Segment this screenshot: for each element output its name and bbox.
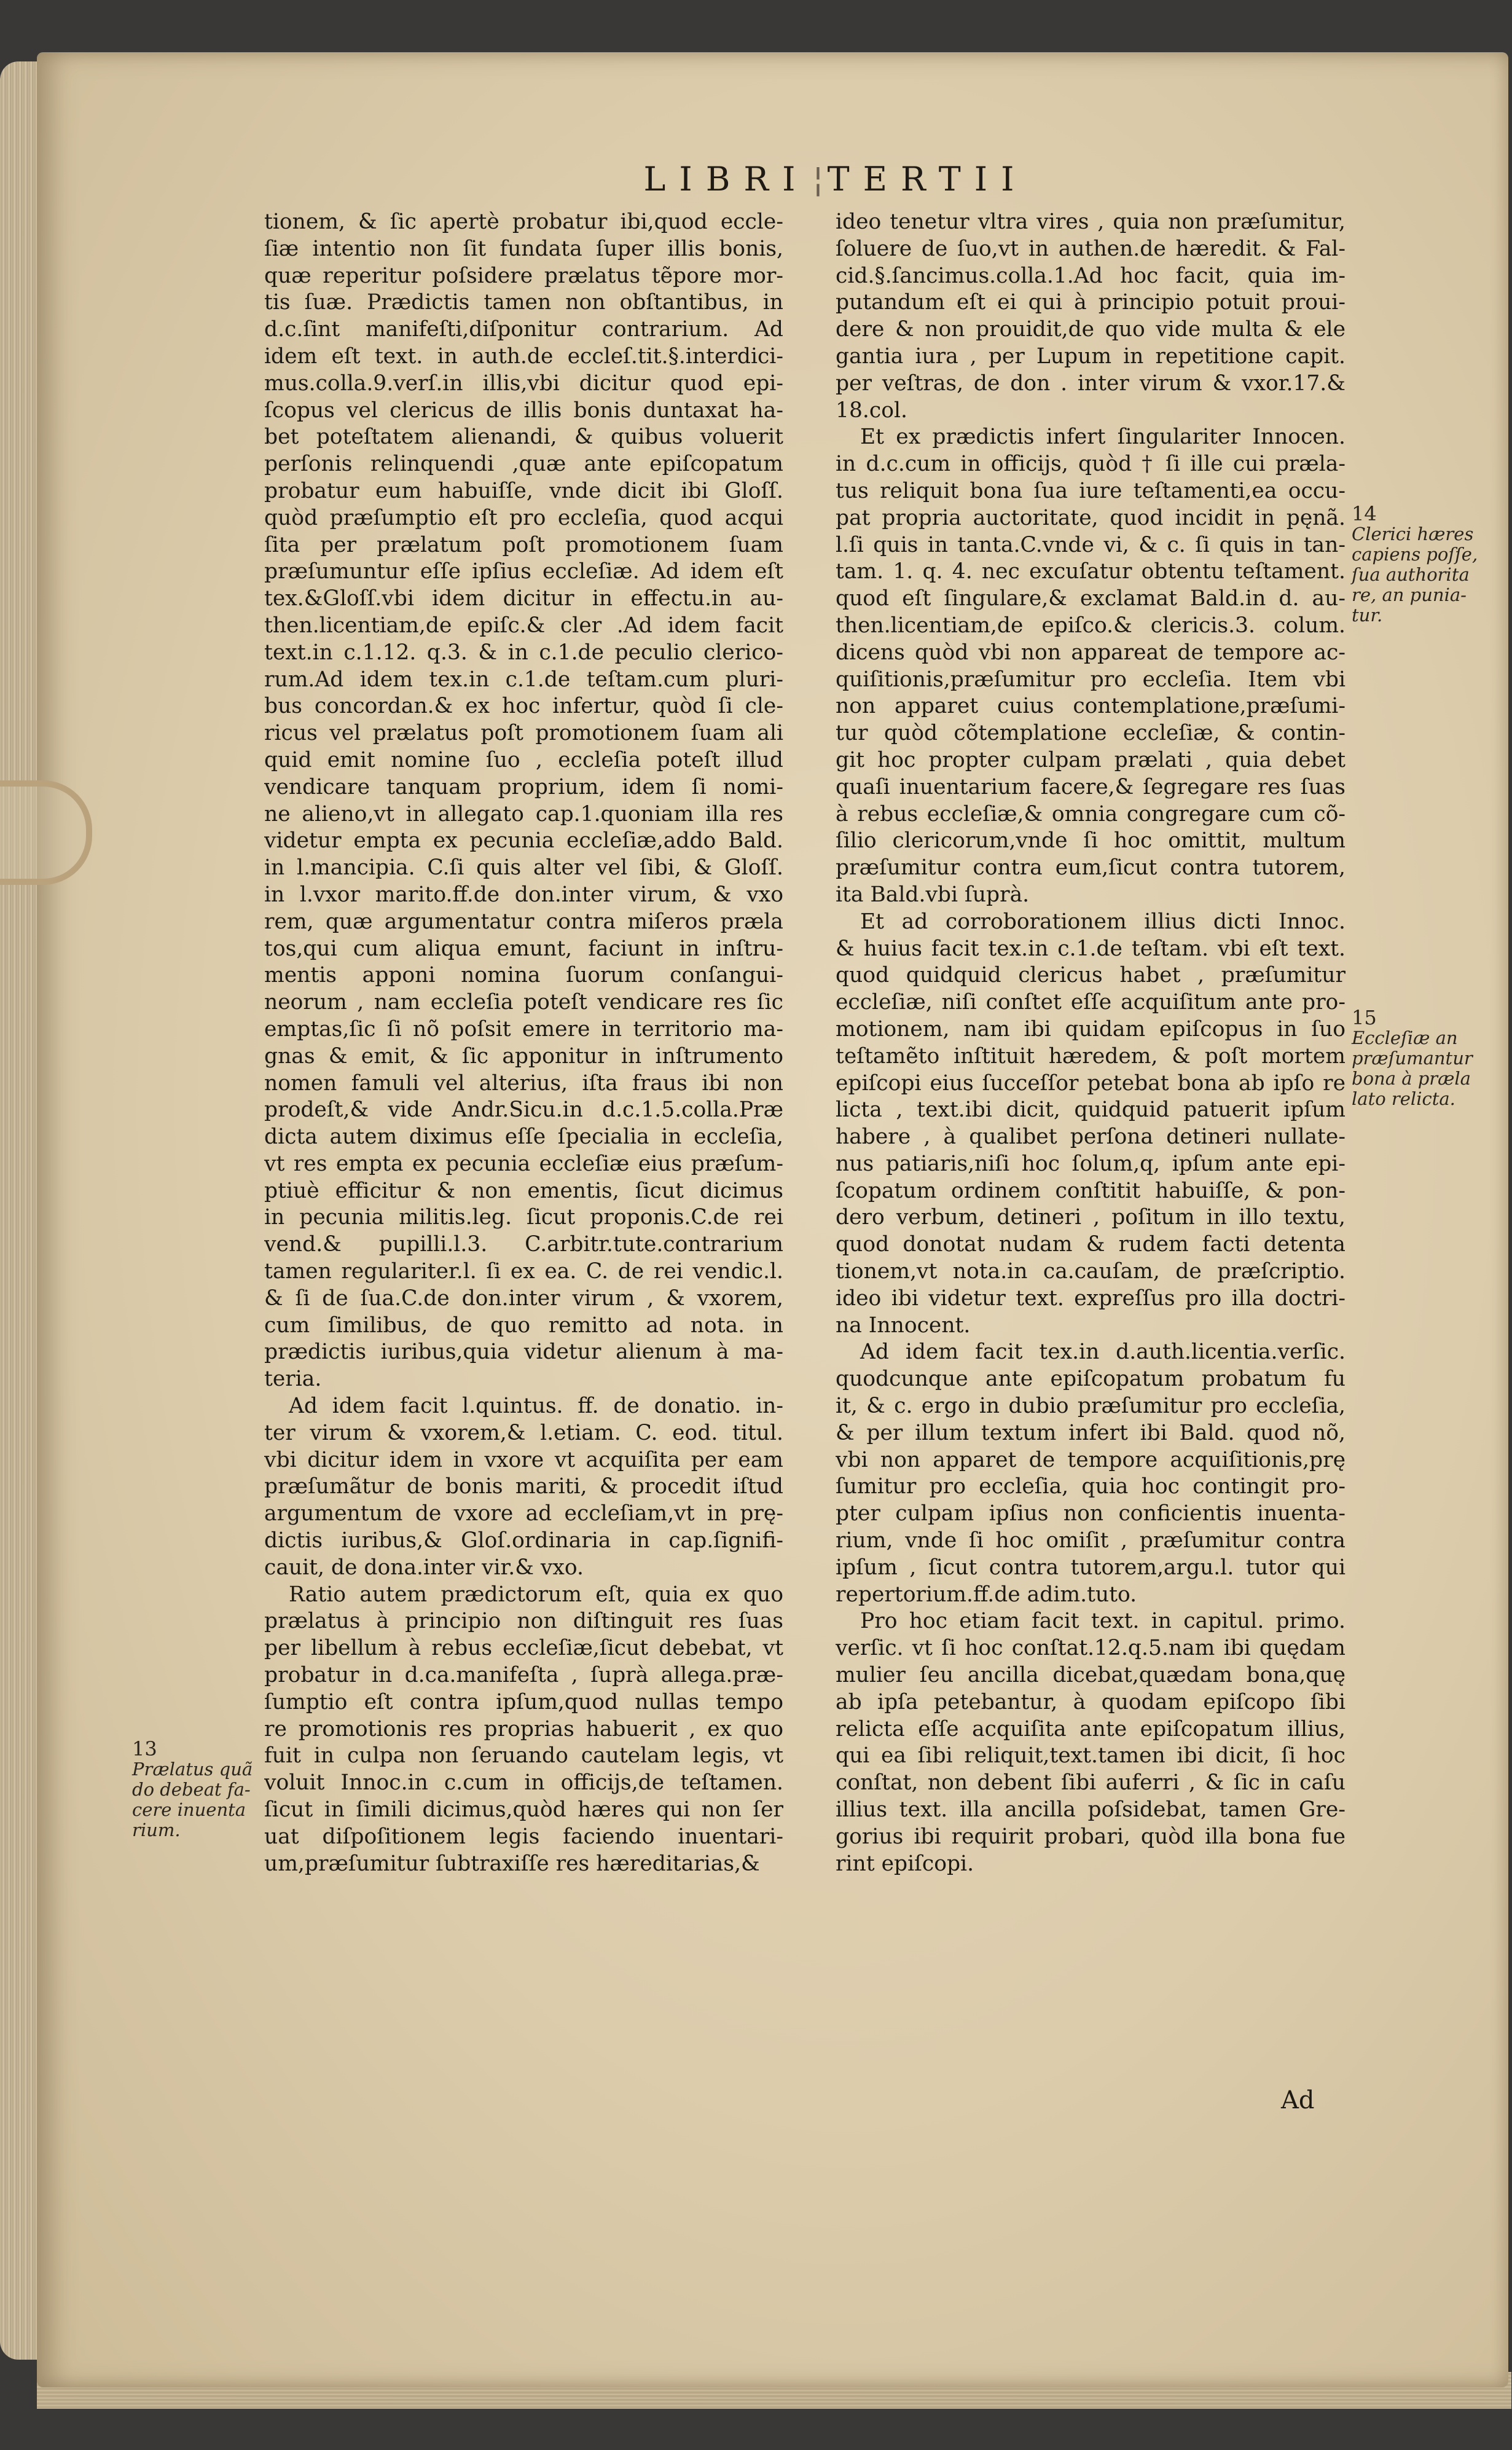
text-line: text.in c.1.12. q.3. & in c.1.de peculio clerico- bbox=[264, 640, 783, 665]
text-line: um,præſumitur ſubtraxiſſe res hæreditarias,& bbox=[264, 1851, 760, 1876]
paragraph bbox=[264, 209, 783, 1393]
text-line: illius text. illa ancilla poſsidebat, tamen Gre- bbox=[836, 1797, 1346, 1823]
text-line: perſonis relinquendi ,quæ ante epiſcopatum bbox=[264, 452, 783, 477]
text-line: fuit in culpa non ſeruando cautelam legis, vt bbox=[264, 1743, 783, 1769]
text-line: qui ea ſibi reliquit,text.tamen ibi dicit, ſi hoc bbox=[836, 1743, 1346, 1769]
text-line: habere , à qualibet perſona detineri nullate- bbox=[836, 1125, 1346, 1150]
margin-note-line: ſua authorita bbox=[1352, 564, 1470, 585]
text-line: in pecunia militis.leg. ſicut proponis.C.de rei bbox=[264, 1205, 783, 1230]
margin-note-line: capiens poſſe, bbox=[1352, 544, 1478, 565]
text-line: probatur in d.ca.manifeſta , ſuprà allega.præ- bbox=[264, 1663, 783, 1688]
text-line: Et ex prædictis infert ſingulariter Innocen. bbox=[860, 425, 1346, 450]
text-line: motionem, nam ibi quidam epiſcopus in ſuo bbox=[836, 1016, 1346, 1042]
text-line: mentis apponi nomina ſuorum conſangui- bbox=[264, 963, 783, 988]
text-line: ipſum , ſicut contra tutorem,argu.l. tutor qui bbox=[836, 1555, 1346, 1580]
text-line: prædictis iuribus,quia videtur alienum à ma- bbox=[264, 1340, 783, 1365]
text-line: re promotionis res proprias habuerit , ex quo bbox=[264, 1716, 783, 1741]
text-line: tionem,vt nota.in ca.cauſam, de præſcriptio. bbox=[836, 1259, 1346, 1284]
text-line: dicta autem diximus eſſe ſpecialia in eccleſia, bbox=[264, 1125, 783, 1150]
text-line: argumentum de vxore ad eccleſiam,vt in prę- bbox=[264, 1501, 783, 1526]
text-line: quæ reperitur poſsidere prælatus tẽpore mor- bbox=[264, 263, 783, 288]
margin-note-line: bona à præla bbox=[1352, 1068, 1471, 1089]
text-line: tis ſuæ. Prædictis tamen non obſtantibus, in bbox=[264, 290, 783, 315]
running-head-right: TERTII bbox=[827, 160, 1028, 198]
paragraph bbox=[836, 909, 1346, 1340]
text-line: Ad idem facit l.quintus. ff. de donatio. in- bbox=[289, 1394, 783, 1419]
text-line: then.licentiam,de epiſc.& cler .Ad idem facit bbox=[264, 613, 783, 638]
text-line: idem eſt text. in auth.de eccleſ.tit.§.interdici- bbox=[264, 344, 783, 369]
text-line: neorum , nam eccleſia poteſt vendicare res ſic bbox=[264, 990, 783, 1015]
text-line: gorius ibi requirit probari, quòd illa bona fue bbox=[836, 1824, 1346, 1849]
text-line: epiſcopi eius ſucceſſor petebat bona ab ipſo re bbox=[836, 1070, 1346, 1096]
text-line: verſic. vt ſi hoc conſtat.12.q.5.nam ibi quędam bbox=[836, 1636, 1346, 1661]
text-line: voluit Innoc.in c.cum in officijs,de teſtamen. bbox=[264, 1770, 783, 1796]
text-line: rem, quæ argumentatur contra miſeros præla bbox=[264, 909, 783, 934]
catchword: Ad bbox=[1281, 2086, 1315, 2114]
margin-note-line: Prælatus quã bbox=[132, 1759, 253, 1780]
text-line: tex.&Gloſſ.vbi idem dicitur in effectu.in au- bbox=[264, 586, 783, 611]
text-line: git hoc propter culpam prælati , quia debet bbox=[836, 747, 1346, 772]
text-line: quòd præſumptio eſt pro eccleſia, quod acqui bbox=[264, 505, 783, 530]
text-line: in l.mancipia. C.ſi quis alter vel ſibi, & Gloſſ. bbox=[264, 855, 783, 881]
book-clasp bbox=[0, 780, 92, 885]
text-line: gantia iura , per Lupum in repetitione capit. bbox=[836, 344, 1346, 369]
text-line: probatur eum habuiſſe, vnde dicit ibi Gloſſ. bbox=[264, 478, 783, 503]
paragraph bbox=[836, 1339, 1346, 1608]
text-line: ne alieno,vt in allegato cap.1.quoniam illa res bbox=[264, 801, 783, 826]
text-line: rum.Ad idem tex.in c.1.de teſtam.cum pluri- bbox=[264, 667, 783, 692]
text-line: Ad idem facit tex.in d.auth.licentia.verſic. bbox=[860, 1340, 1346, 1365]
text-line: quid emit nomine ſuo , eccleſia poteſt illud bbox=[264, 747, 783, 772]
margin-note-line: cere inuenta bbox=[132, 1799, 246, 1820]
text-line: ricus vel prælatus poſt promotionem ſuam ali bbox=[264, 721, 783, 746]
margin-note-line: lato relicta. bbox=[1352, 1088, 1455, 1109]
text-line: gnas & emit, & ſic apponitur in inſtrumento bbox=[264, 1043, 783, 1069]
text-line: prælatus à principio non diſtinguit res ſuas bbox=[264, 1609, 783, 1634]
text-line: then.licentiam,de epiſco.& clericis.3. colum. bbox=[836, 613, 1346, 638]
text-line: ita Bald.vbi ſuprà. bbox=[836, 882, 1030, 907]
text-line: videtur empta ex pecunia eccleſiæ,addo Bald. bbox=[264, 828, 783, 854]
text-line: ſicut in ſimili dicimus,quòd hæres qui non ſer bbox=[264, 1797, 783, 1823]
text-line: teſtamẽto inſtituit hæredem, & poſt mortem bbox=[836, 1043, 1346, 1069]
paragraph bbox=[836, 209, 1346, 424]
text-line: bet poteſtatem alienandi, & quibus voluerit bbox=[264, 425, 783, 450]
text-line: ſiæ intentio non ſit fundata ſuper illis bonis, bbox=[264, 236, 783, 261]
text-line: dero verbum, detineri , poſitum in illo textu, bbox=[836, 1205, 1346, 1230]
text-line: ſcopus vel clericus de illis bonis duntaxat ha- bbox=[264, 398, 783, 423]
text-line: à rebus eccleſiæ,& omnia congregare cum cõ- bbox=[836, 801, 1346, 826]
text-line: ideo tenetur vltra vires , quia non præſumitur, bbox=[836, 210, 1346, 234]
text-line: mulier ſeu ancilla dicebat,quædam bona,quę bbox=[836, 1663, 1346, 1688]
right-text-column bbox=[836, 209, 1346, 1877]
running-head-separator: ¦ bbox=[812, 160, 824, 198]
text-line: Ratio autem prædictorum eſt, quia ex quo bbox=[289, 1582, 783, 1607]
text-line: ptiuè efficitur & non ementis, ſicut dicimus bbox=[264, 1178, 783, 1203]
text-line: eccleſiæ, niſi conſtet eſſe acquiſitum ante pro- bbox=[836, 990, 1346, 1015]
margin-note-number: 13 bbox=[132, 1737, 157, 1761]
text-line: vbi non apparet de tempore acquiſitionis,prę bbox=[836, 1447, 1346, 1472]
text-line: pat propria auctoritate, quod incidit in pęnã. bbox=[836, 505, 1346, 530]
text-line: tionem, & ſic apertè probatur ibi,quod eccle- bbox=[264, 210, 783, 234]
text-line: putandum eſt ei qui à principio potuit proui- bbox=[836, 290, 1346, 315]
text-line: præſumuntur eſſe ipſius eccleſiæ. Ad idem eſt bbox=[264, 559, 783, 584]
text-line: præſumãtur de bonis mariti, & procedit iſtud bbox=[264, 1474, 783, 1499]
text-line: d.c.ſint manifeſti,diſponitur contrarium. Ad bbox=[264, 317, 783, 342]
text-line: ab ipſa petebantur, à quodam epiſcopo ſibi bbox=[836, 1689, 1346, 1714]
text-line: na Innocent. bbox=[836, 1313, 971, 1338]
text-line: mus.colla.9.verſ.in illis,vbi dicitur quod epi- bbox=[264, 371, 783, 396]
text-line: quaſi inuentarium facere,& ſegregare res ſuas bbox=[836, 774, 1346, 799]
text-line: 18.col. bbox=[836, 398, 907, 423]
text-line: per veſtras, de don . inter virum & vxor.17.& bbox=[836, 371, 1346, 396]
text-line: ideo ibi videtur text. expreſſus pro illa doctri- bbox=[836, 1286, 1346, 1311]
margin-note-line: re, an punia- bbox=[1352, 584, 1467, 605]
text-line: quodcunque ante epiſcopatum probatum fu bbox=[836, 1367, 1346, 1392]
text-line: Et ad corroborationem illius dicti Innoc. bbox=[860, 909, 1346, 934]
text-line: dictis iuribus,& Gloſ.ordinaria in cap.ſignifi- bbox=[264, 1528, 783, 1553]
margin-note-number: 14 bbox=[1352, 502, 1377, 525]
text-line: pter culpam ipſius non conficientis inuenta- bbox=[836, 1501, 1346, 1526]
text-line: Pro hoc etiam facit text. in capitul. primo. bbox=[860, 1609, 1346, 1634]
text-line: ſumptio eſt contra ipſum,quod nullas tempo bbox=[264, 1689, 783, 1714]
text-line: rint epiſcopi. bbox=[836, 1851, 974, 1876]
text-line: tos,qui cum aliqua emunt, faciunt in inſtru- bbox=[264, 936, 783, 961]
text-line: dicens quòd vbi non appareat de tempore ac- bbox=[836, 640, 1346, 665]
text-line: in d.c.cum in officijs, quòd † ſi ille cui præla- bbox=[836, 452, 1346, 477]
text-line: ſcopatum ordinem conſtitit habuiſſe, & pon- bbox=[836, 1178, 1346, 1203]
margin-note-13 bbox=[132, 1739, 253, 1840]
text-line: vbi dicitur idem in vxore vt acquiſita per eam bbox=[264, 1447, 783, 1472]
paragraph bbox=[836, 424, 1346, 908]
margin-note-line: tur. bbox=[1352, 605, 1383, 626]
margin-note-line: præſumantur bbox=[1352, 1048, 1473, 1069]
text-line: tur quòd cõtemplatione eccleſiæ, & contin- bbox=[836, 721, 1346, 746]
text-line: tam. 1. q. 4. nec excuſatur obtentu teſtament. bbox=[836, 559, 1346, 584]
margin-note-line: Clerici hæres bbox=[1352, 524, 1474, 544]
text-line: vt res empta ex pecunia eccleſiæ eius præſum- bbox=[264, 1151, 783, 1176]
text-line: nus patiaris,niſi hoc ſolum,q, ipſum ante epi- bbox=[836, 1151, 1346, 1176]
text-line: vend.& pupilli.l.3. C.arbitr.tute.contrarium bbox=[264, 1232, 783, 1257]
margin-note-number: 15 bbox=[1352, 1006, 1377, 1029]
margin-note-15 bbox=[1352, 1008, 1473, 1109]
text-line: ſita per prælatum poſt promotionem ſuam bbox=[264, 532, 783, 557]
text-line: ter virum & vxorem,& l.etiam. C. eod. titul. bbox=[264, 1420, 783, 1445]
text-line: cid.§.ſancimus.colla.1.Ad hoc facit, quia im- bbox=[836, 263, 1346, 288]
text-line: bus concordan.& ex hoc infertur, quòd ſi cle- bbox=[264, 694, 783, 719]
text-line: vendicare tanquam proprium, idem ſi nomi- bbox=[264, 774, 783, 799]
paragraph bbox=[836, 1608, 1346, 1877]
margin-note-line: rium. bbox=[132, 1820, 181, 1840]
text-line: non apparet cuius contemplatione,præſumi- bbox=[836, 694, 1346, 719]
text-line: relicta eſſe acquiſita ante epiſcopatum illius, bbox=[836, 1716, 1346, 1741]
text-line: per libellum à rebus eccleſiæ,ſicut debebat, vt bbox=[264, 1636, 783, 1661]
running-head-left: LIBRI bbox=[643, 160, 809, 198]
text-line: tamen regulariter.l. ſi ex ea. C. de rei vendic.l. bbox=[264, 1259, 783, 1284]
text-line: licta , text.ibi dicit, quidquid patuerit ipſum bbox=[836, 1097, 1346, 1123]
text-line: quod donotat nudam & rudem facti detenta bbox=[836, 1232, 1346, 1257]
text-line: cum ſimilibus, de quo remitto ad nota. in bbox=[264, 1313, 783, 1338]
text-line: in l.vxor marito.ff.de don.inter virum, & vxo bbox=[264, 882, 783, 907]
left-text-column bbox=[264, 209, 783, 1877]
text-line: & huius facit tex.in c.1.de teſtam. vbi eſt text. bbox=[836, 936, 1346, 961]
text-line: dere & non prouidit,de quo vide multa & ele bbox=[836, 317, 1346, 342]
text-line: emptas,ſic ſi nõ poſsit emere in territorio ma- bbox=[264, 1016, 783, 1042]
text-line: conſtat, non debent ſibi auferri , & ſic in caſu bbox=[836, 1770, 1346, 1796]
text-line: quiſitionis,præſumitur pro eccleſia. Item vbi bbox=[836, 667, 1346, 692]
text-line: tus reliquit bona ſua iure teſtamenti,ea occu- bbox=[836, 478, 1346, 503]
text-line: præſumitur contra eum,ſicut contra tutorem, bbox=[836, 855, 1346, 881]
running-head bbox=[590, 160, 1081, 198]
text-line: ſumitur pro eccleſia, quia hoc contingit pro- bbox=[836, 1474, 1346, 1499]
text-line: prodeſt,& vide Andr.Sicu.in d.c.1.5.colla.Præ bbox=[264, 1097, 783, 1123]
text-line: ſoluere de ſuo,vt in authen.de hæredit. & Fal- bbox=[836, 236, 1346, 261]
text-line: nomen famuli vel alterius, iſta fraus ibi non bbox=[264, 1070, 783, 1096]
text-line: quod quidquid clericus habet , præſumitur bbox=[836, 963, 1346, 988]
text-line: & per illum textum infert ibi Bald. quod nõ, bbox=[836, 1420, 1346, 1445]
text-line: uat diſpoſitionem legis faciendo inuentari- bbox=[264, 1824, 783, 1849]
text-line: it, & c. ergo in dubio præſumitur pro eccleſia, bbox=[836, 1394, 1346, 1419]
margin-note-line: do debeat fa- bbox=[132, 1779, 251, 1800]
text-line: teria. bbox=[264, 1367, 322, 1392]
text-line: cauit, de dona.inter vir.& vxo. bbox=[264, 1555, 584, 1580]
text-line: quod eſt ſingulare,& exclamat Bald.in d. au- bbox=[836, 586, 1346, 611]
margin-note-14 bbox=[1352, 504, 1478, 626]
margin-note-line: Eccleſiæ an bbox=[1352, 1027, 1458, 1048]
text-line: rium, vnde ſi hoc omiſit , præſumitur contra bbox=[836, 1528, 1346, 1553]
text-line: l.ſi quis in tanta.C.vnde vi, & c. ſi quis in tan- bbox=[836, 532, 1346, 557]
paragraph bbox=[264, 1393, 783, 1582]
text-line: repertorium.ff.de adim.tuto. bbox=[836, 1582, 1137, 1607]
text-line: ſilio clericorum,vnde ſi hoc omittit, multum bbox=[836, 828, 1346, 854]
paragraph bbox=[264, 1582, 783, 1878]
text-line: & ſi de ſua.C.de don.inter virum , & vxorem, bbox=[264, 1286, 783, 1311]
